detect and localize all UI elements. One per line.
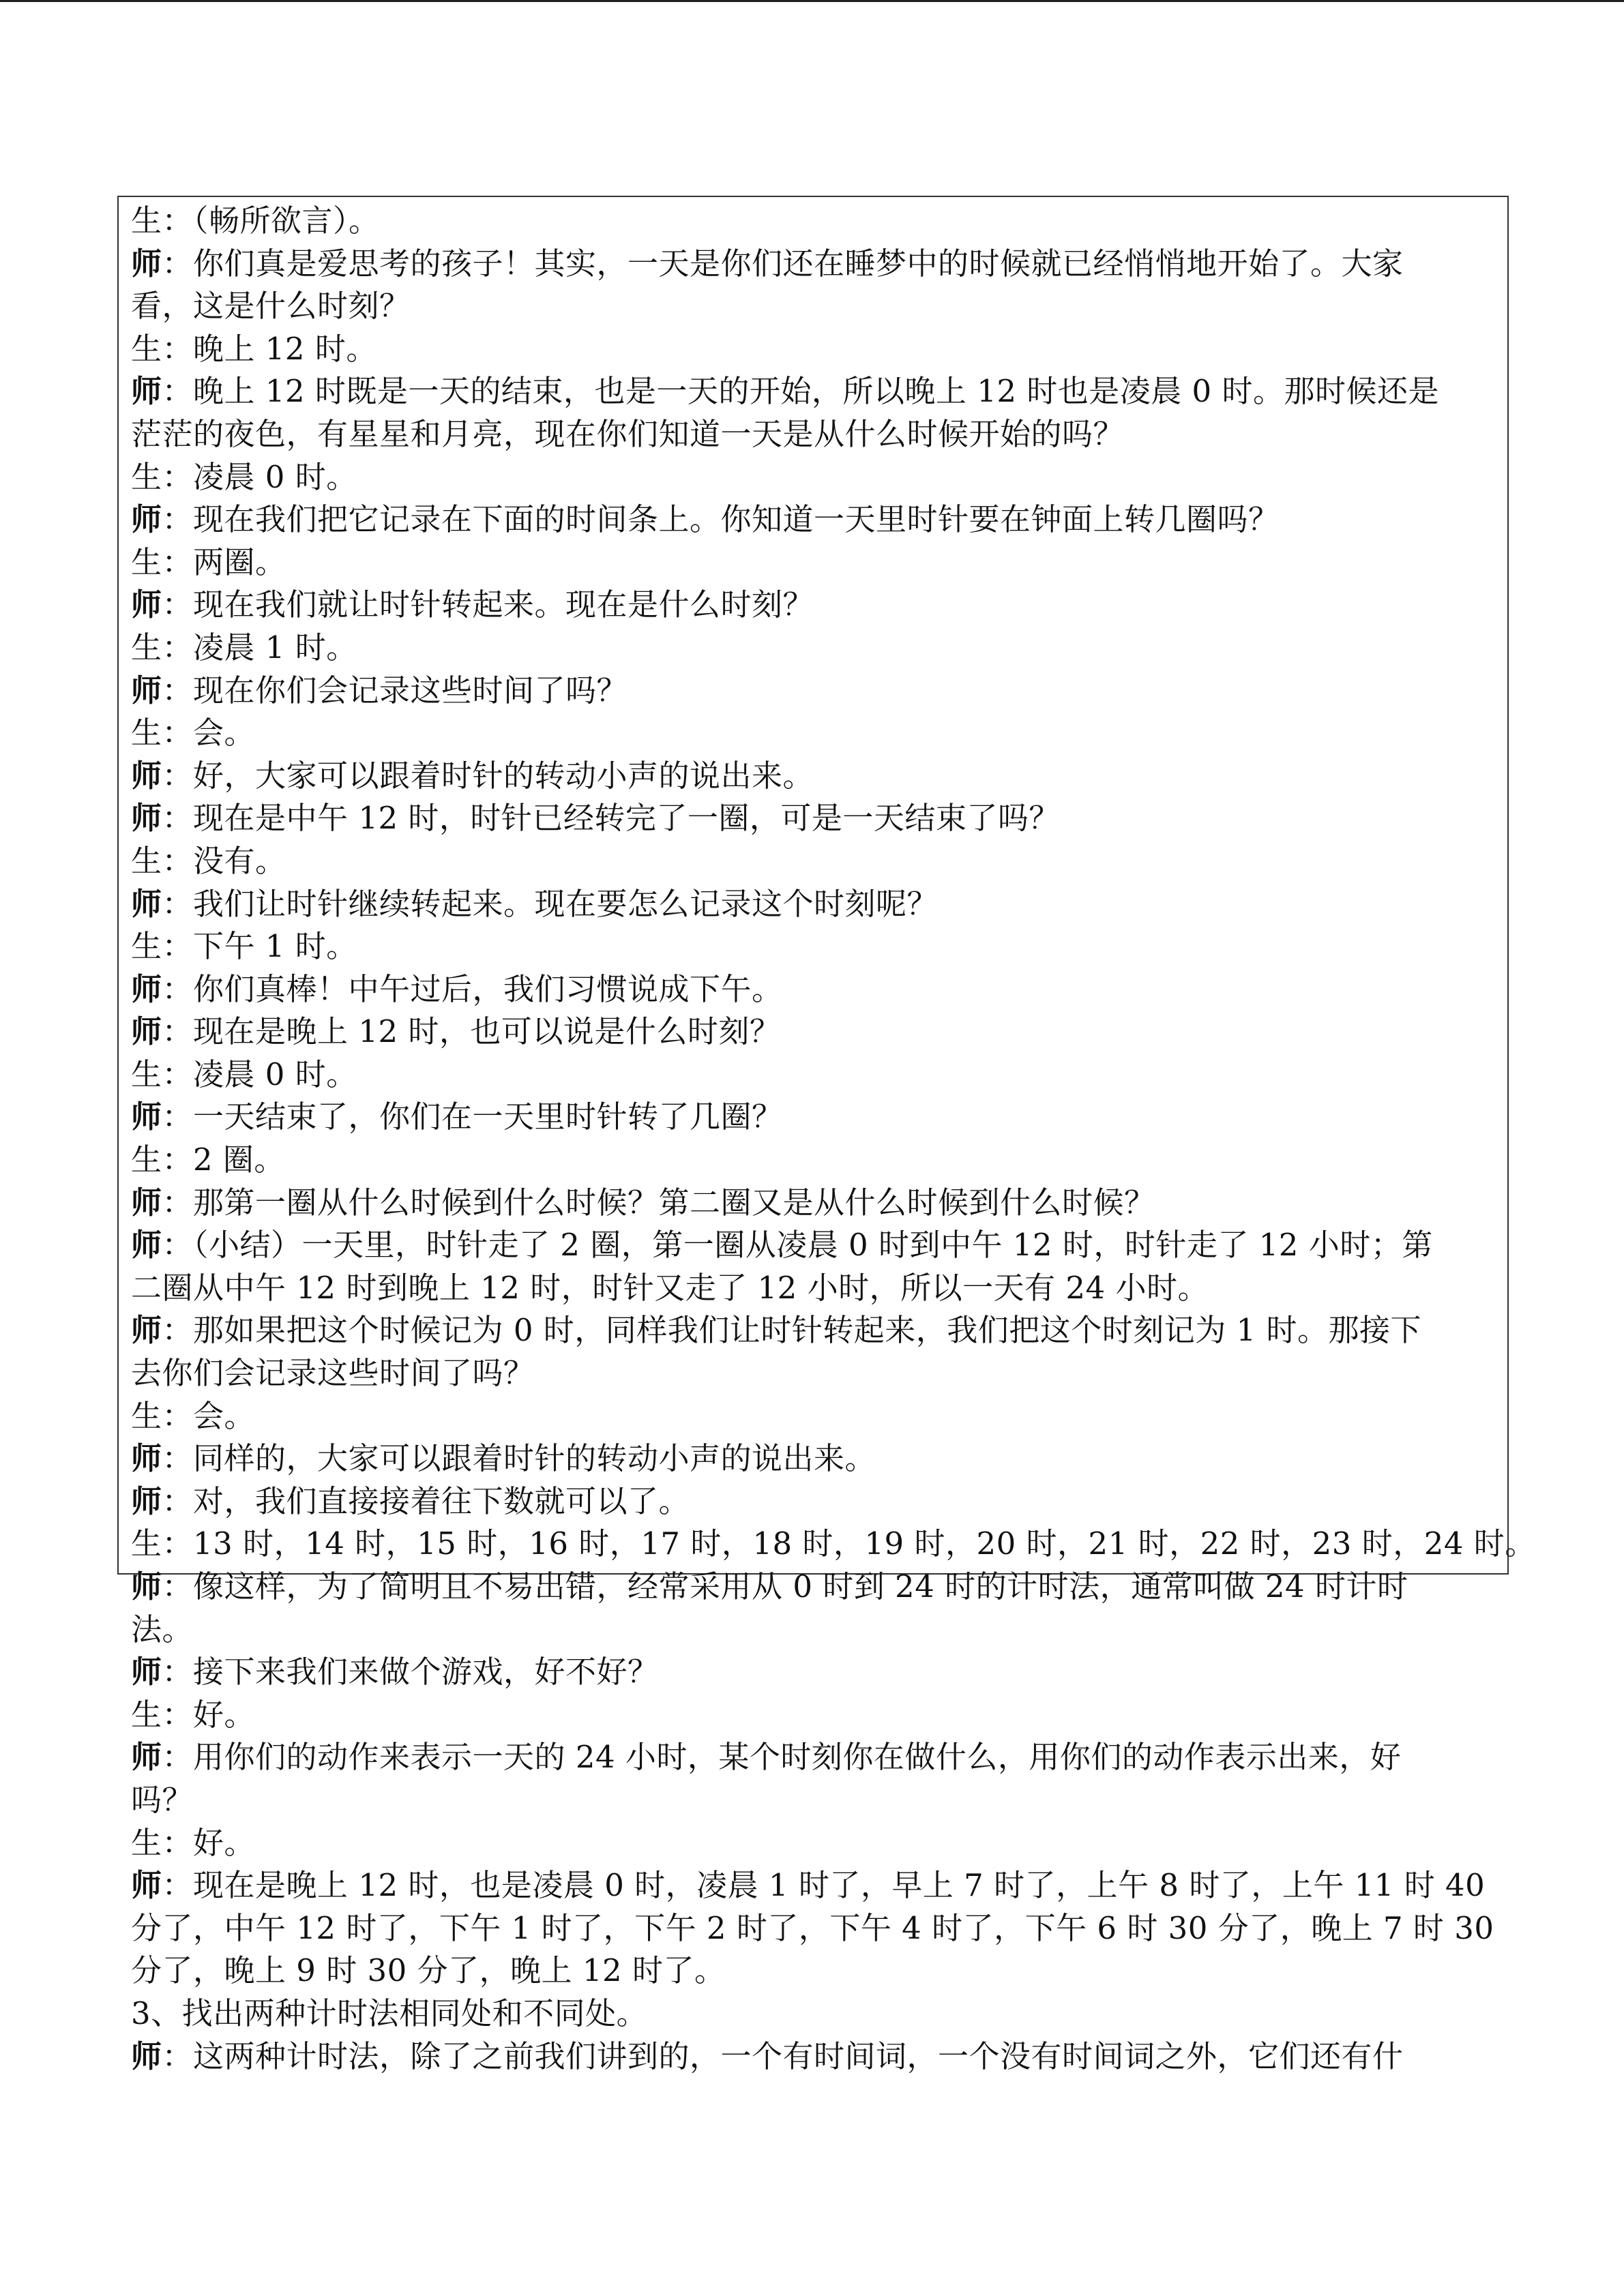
line-text: 分了，晚上 9 时 30 分了，晚上 12 时了。 (131, 1952, 726, 1989)
line-text: 茫茫的夜色，有星星和月亮，现在你们知道一天是从什么时候开始的吗？ (131, 415, 1125, 452)
line-text: 去你们会记录这些时间了吗？ (131, 1355, 535, 1392)
transcript-line (131, 1694, 1498, 1737)
line-text: ：你们真棒！中午过后，我们习惯说成下午。 (162, 970, 783, 1007)
line-text: 看，这是什么时刻？ (131, 288, 411, 325)
transcript-line (131, 2036, 1498, 2078)
line-text: ：现在是晚上 12 时，也是凌晨 0 时，凌晨 1 时了，早上 7 时了，上午 8 时了，上午 11 时 40 (162, 1867, 1486, 1904)
speaker-label: 师 (131, 1227, 162, 1264)
transcript-line (131, 627, 1498, 670)
line-text: 生：两圈。 (131, 543, 286, 580)
line-text: ：现在你们会记录这些时间了吗？ (162, 672, 628, 709)
transcript-line (131, 797, 1498, 840)
speaker-label: 师 (131, 501, 162, 538)
transcript-line (131, 584, 1498, 627)
transcript-line (131, 1523, 1536, 1566)
line-text: 生：凌晨 0 时。 (131, 1056, 357, 1092)
line-text: 分了，中午 12 时了，下午 1 时了，下午 2 时了，下午 4 时了，下午 6 时 30 分了，晚上 7 时 30 (131, 1909, 1494, 1946)
transcript-line (131, 712, 1498, 755)
line-text: 生：凌晨 0 时。 (131, 458, 357, 495)
line-text: ：现在我们把它记录在下面的时间条上。你知道一天里时针要在钟面上转几圈吗？ (162, 501, 1280, 538)
transcript-line (131, 285, 1498, 328)
line-text: 吗？ (131, 1781, 194, 1818)
lesson-transcript-box (117, 196, 1536, 2074)
speaker-label: 师 (131, 1654, 162, 1690)
speaker-label: 师 (131, 1867, 162, 1904)
speaker-label: 师 (131, 1440, 162, 1477)
speaker-label: 师 (131, 970, 162, 1007)
speaker-label: 师 (131, 1312, 162, 1349)
line-text: ：现在是晚上 12 时，也可以说是什么时刻？ (162, 1013, 781, 1050)
speaker-label: 师 (131, 1099, 162, 1135)
transcript-line (131, 1096, 1498, 1139)
transcript-line (131, 1054, 1498, 1097)
line-text: 生：好。 (131, 1696, 256, 1733)
speaker-label: 师 (131, 757, 162, 794)
transcript-line (131, 670, 1498, 713)
transcript-line (131, 1182, 1498, 1225)
transcript-line (131, 413, 1498, 456)
speaker-label: 师 (131, 885, 162, 922)
line-text: ：好，大家可以跟着时针的转动小声的说出来。 (162, 757, 814, 794)
transcript-line (131, 243, 1498, 286)
transcript-line (131, 1566, 1498, 1609)
line-text: 生：凌晨 1 时。 (131, 629, 357, 666)
transcript-line (131, 1139, 1498, 1182)
transcript-line (131, 1352, 1498, 1395)
transcript-line (131, 370, 1498, 413)
line-text: ：你们真是爱思考的孩子！其实，一天是你们还在睡梦中的时候就已经悄悄地开始了。大家 (162, 245, 1404, 282)
speaker-label: 师 (131, 586, 162, 623)
transcript-line (131, 755, 1498, 798)
transcript-line (131, 1609, 1498, 1652)
transcript-line (131, 1864, 1498, 1907)
line-text: ：那第一圈从什么时候到什么时候？第二圈又是从什么时候到什么时候？ (162, 1184, 1155, 1221)
transcript-line (131, 1950, 1498, 1993)
transcript-line (131, 1224, 1498, 1267)
speaker-label: 师 (131, 800, 162, 837)
transcript-line (131, 498, 1498, 541)
transcript-line (131, 925, 1498, 968)
transcript-line (131, 1480, 1498, 1523)
line-text: ：对，我们直接接着往下数就可以了。 (162, 1482, 690, 1519)
speaker-label: 师 (131, 1013, 162, 1050)
transcript-line (131, 1011, 1498, 1054)
transcript-line (131, 1437, 1498, 1480)
line-text: ：像这样，为了简明且不易出错，经常采用从 0 时到 24 时的计时法，通常叫做 24 时计时 (162, 1568, 1408, 1605)
speaker-label: 师 (131, 373, 162, 410)
transcript-line (131, 968, 1498, 1011)
line-text: 生：2 圈。 (131, 1142, 285, 1178)
transcript-line (131, 1779, 1498, 1822)
line-text: ：同样的，大家可以跟着时针的转动小声的说出来。 (162, 1440, 876, 1477)
line-text: 二圈从中午 12 时到晚上 12 时，时针又走了 12 小时，所以一天有 24 小时。 (131, 1269, 1209, 1306)
speaker-label: 师 (131, 1568, 162, 1605)
line-text: ：（小结）一天里，时针走了 2 圈，第一圈从凌晨 0 时到中午 12 时，时针走了 12 小时；第 (162, 1227, 1433, 1264)
line-text: ：我们让时针继续转起来。现在要怎么记录这个时刻呢？ (162, 885, 939, 922)
transcript-line (131, 840, 1498, 883)
transcript-line (131, 1395, 1498, 1438)
speaker-label: 师 (131, 2038, 162, 2074)
transcript-line (131, 1309, 1498, 1352)
transcript-line (131, 328, 1498, 371)
line-text: 法。 (131, 1611, 194, 1648)
speaker-label: 师 (131, 1184, 162, 1221)
speaker-label: 师 (131, 1739, 162, 1776)
line-text: ：接下来我们来做个游戏，好不好？ (162, 1654, 659, 1690)
line-text: ：晚上 12 时既是一天的结束，也是一天的开始，所以晚上 12 时也是凌晨 0 时。那时候还是 (162, 373, 1439, 410)
line-text: 生：晚上 12 时。 (131, 330, 377, 367)
transcript-line (131, 1736, 1498, 1779)
transcript-line (131, 1267, 1498, 1310)
transcript-line (131, 1907, 1498, 1950)
transcript-line (131, 1651, 1498, 1694)
line-text: ：这两种计时法，除了之前我们讲到的，一个有时间词，一个没有时间词之外，它们还有什 (162, 2038, 1404, 2074)
line-text: 生：下午 1 时。 (131, 928, 357, 965)
transcript-line (131, 456, 1498, 499)
line-text: ：一天结束了，你们在一天里时针转了几圈？ (162, 1099, 783, 1135)
line-text: 生：13 时，14 时，15 时，16 时，17 时，18 时，19 时，20 时，21 时，22 时，23 时，24 时。 (131, 1525, 1536, 1562)
line-text: ：那如果把这个时候记为 0 时，同样我们让时针转起来，我们把这个时刻记为 1 时。那接下 (162, 1312, 1421, 1349)
line-text: 生：会。 (131, 715, 256, 751)
line-text: 生：没有。 (131, 842, 286, 879)
line-text: 生：会。 (131, 1397, 256, 1434)
transcript-line (131, 200, 1498, 243)
page-top-border (0, 0, 1624, 2)
transcript-line (131, 541, 1498, 584)
transcript-line (131, 1822, 1498, 1865)
speaker-label: 师 (131, 672, 162, 709)
line-text: ：用你们的动作来表示一天的 24 小时，某个时刻你在做什么，用你们的动作表示出来，好 (162, 1739, 1402, 1776)
transcript-line (131, 883, 1498, 926)
line-text: 生：（畅所欲言）。 (131, 203, 380, 239)
speaker-label: 师 (131, 245, 162, 282)
line-text: ：现在我们就让时针转起来。现在是什么时刻？ (162, 586, 814, 623)
line-text: 生：好。 (131, 1824, 256, 1861)
line-text: ：现在是中午 12 时，时针已经转完了一圈，可是一天结束了吗？ (162, 800, 1060, 837)
speaker-label: 师 (131, 1482, 162, 1519)
transcript-line (131, 1993, 1498, 2036)
line-text: 3、找出两种计时法相同处和不同处。 (131, 1995, 648, 2031)
